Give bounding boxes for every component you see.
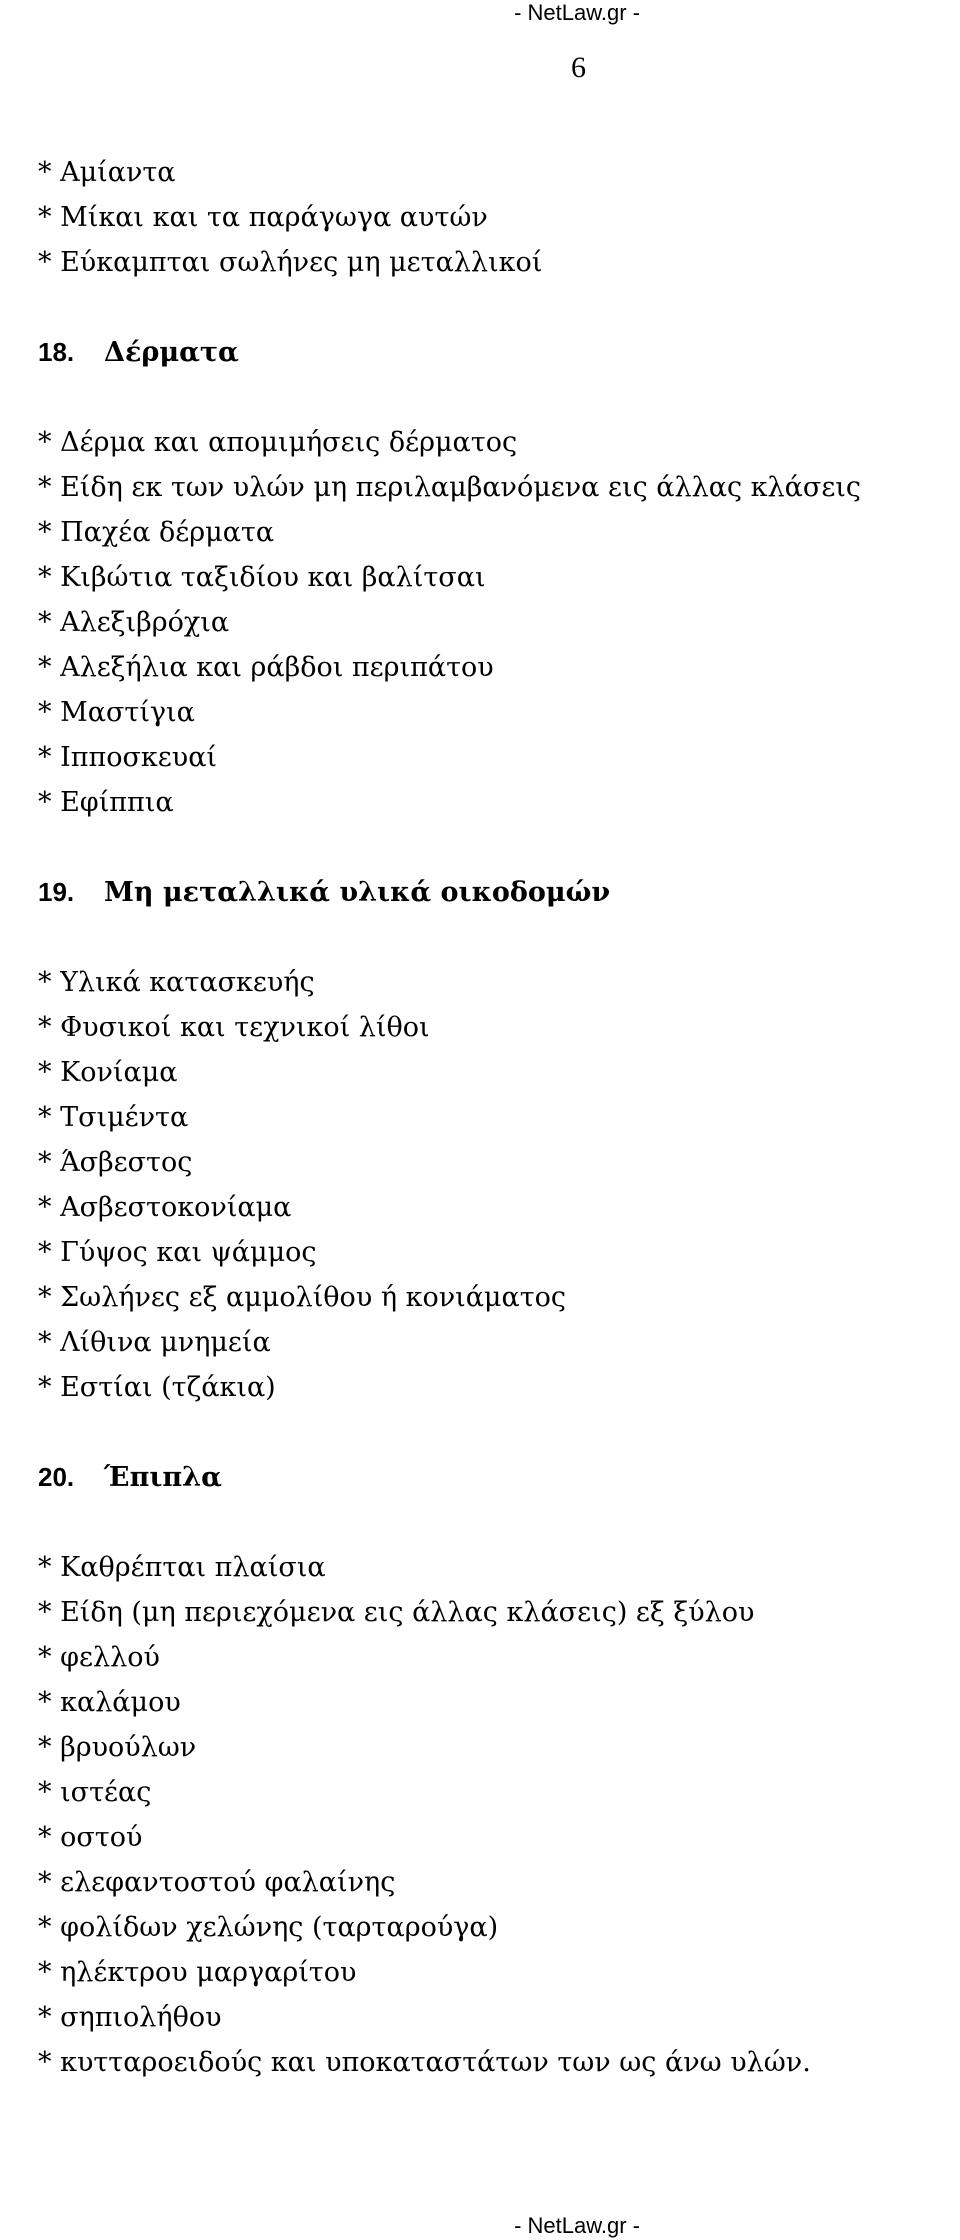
list-item: * ηλέκτρου μαργαρίτου (38, 1957, 357, 1988)
list-item: * Δέρμα και απομιμήσεις δέρματος (38, 427, 518, 458)
list-item: * κυτταροειδούς και υποκαταστάτων των ως άνω υλών. (38, 2047, 811, 2078)
page-number: 6 (571, 51, 586, 84)
list-item: * βρυούλων (38, 1732, 197, 1763)
list-item: * Είδη (μη περιεχόμενα εις άλλας κλάσεις) εξ ξύλου (38, 1597, 755, 1628)
footer-watermark: - NetLaw.gr - (514, 2213, 640, 2238)
list-item: * Μίκαι και τα παράγωγα αυτών (38, 202, 488, 233)
header-watermark: - NetLaw.gr - (514, 0, 640, 25)
document-body (38, 150, 960, 2085)
list-item: * φελλού (38, 1642, 160, 1673)
section-heading-19 (38, 870, 960, 915)
section-title: Δέρματα (104, 337, 239, 368)
list-item: * σηπιολήθου (38, 2002, 222, 2033)
list-item: * Παχέα δέρματα (38, 517, 275, 548)
section-number: 20. (38, 1462, 75, 1492)
list-item: * Είδη εκ των υλών μη περιλαμβανόμενα εις άλλας κλάσεις (38, 472, 862, 503)
list-item: * Ασβεστοκονίαμα (38, 1192, 292, 1223)
list-item: * Αμίαντα (38, 157, 176, 188)
section-number: 19. (38, 877, 75, 907)
list-item: * οστού (38, 1822, 143, 1853)
list-item: * Ιπποσκευαί (38, 742, 218, 773)
list-item: * Κονίαμα (38, 1057, 178, 1088)
section-title: Μη μεταλλικά υλικά οικοδομών (104, 877, 611, 908)
list-item: * Εύκαμπται σωλήνες μη μεταλλικοί (38, 247, 543, 278)
list-item: * Μαστίγια (38, 697, 195, 728)
list-item: * ελεφαντοστού φαλαίνης (38, 1867, 396, 1898)
list-item: * φολίδων χελώνης (ταρταρούγα) (38, 1912, 499, 1943)
list-item: * Καθρέπται πλαίσια (38, 1552, 326, 1583)
list-item: * Λίθινα μνημεία (38, 1327, 271, 1358)
list-item: * καλάμου (38, 1687, 181, 1718)
list-item: * Αλεξιβρόχια (38, 607, 230, 638)
list-item: * Εφίππια (38, 787, 174, 818)
list-item: * Τσιμέντα (38, 1102, 189, 1133)
list-item: * Εστίαι (τζάκια) (38, 1372, 276, 1403)
section-title: Έπιπλα (104, 1462, 222, 1493)
list-item: * Αλεξήλια και ράβδοι περιπάτου (38, 652, 494, 683)
list-item: * Σωλήνες εξ αμμολίθου ή κονιάματος (38, 1282, 567, 1313)
section-heading-18 (38, 330, 960, 375)
list-item: * Υλικά κατασκευής (38, 967, 315, 998)
list-item: * Φυσικοί και τεχνικοί λίθοι (38, 1012, 430, 1043)
list-item: * Κιβώτια ταξιδίου και βαλίτσαι (38, 562, 486, 593)
list-item: * ιστέας (38, 1777, 152, 1808)
section-number: 18. (38, 337, 75, 367)
list-item: * Γύψος και ψάμμος (38, 1237, 317, 1268)
section-heading-20 (38, 1455, 960, 1500)
list-item: * Άσβεστος (38, 1147, 193, 1178)
